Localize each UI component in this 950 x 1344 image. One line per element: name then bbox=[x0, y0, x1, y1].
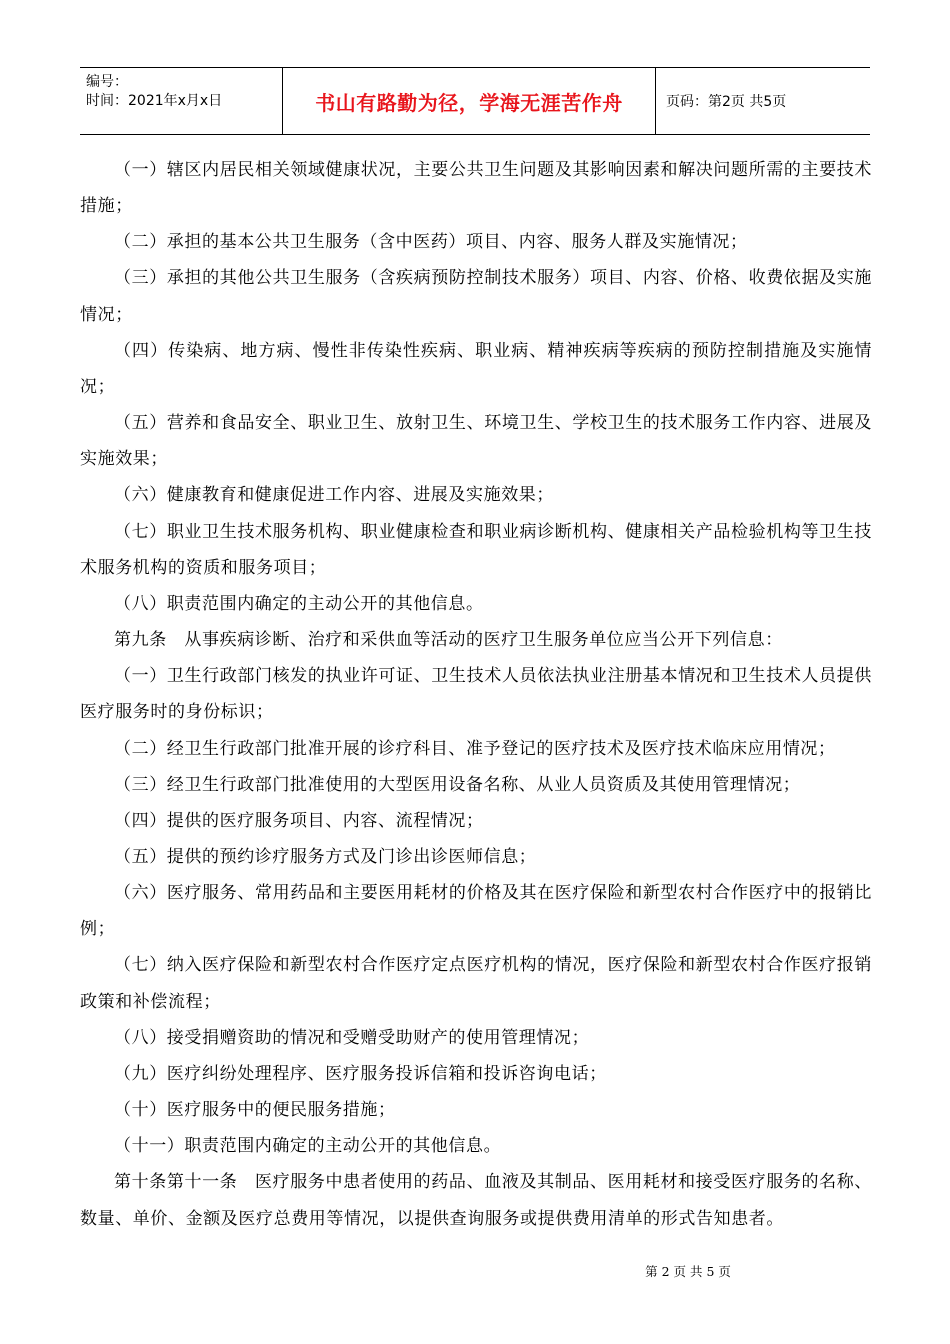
time-label: 时间：2021年x月x日 bbox=[86, 93, 223, 109]
paragraph: （十一）职责范围内确定的主动公开的其他信息。 bbox=[114, 1136, 502, 1157]
paragraph: （五）提供的预约诊疗服务方式及门诊出诊医师信息； bbox=[114, 846, 537, 867]
article-heading: 第九条 从事疾病诊断、治疗和采供血等活动的医疗卫生服务单位应当公开下列信息： bbox=[114, 630, 783, 651]
footer-page-number: 第 2 页 共 5 页 bbox=[645, 1264, 731, 1279]
paragraph: （三）经卫生行政部门批准使用的大型医用设备名称、从业人员资质及其使用管理情况； bbox=[114, 774, 801, 795]
document-body bbox=[80, 152, 872, 1237]
motto-text: 书山有路勤为径，学海无涯苦作舟 bbox=[315, 90, 623, 115]
header-motto-cell bbox=[282, 68, 656, 134]
paragraph: （四）提供的医疗服务项目、内容、流程情况； bbox=[114, 810, 484, 831]
paragraph: （十）医疗服务中的便民服务措施； bbox=[114, 1100, 396, 1121]
paragraph: （六）健康教育和健康促进工作内容、进展及实施效果； bbox=[114, 485, 554, 506]
paragraph: （四）传染病、地方病、慢性非传染性疾病、职业病、精神疾病等疾病的预防控制措施及实施情况； bbox=[80, 340, 872, 397]
paragraph: （六）医疗服务、常用药品和主要医用耗材的价格及其在医疗保险和新型农村合作医疗中的报销比例； bbox=[80, 883, 872, 940]
paragraph: （一）辖区内居民相关领域健康状况，主要公共卫生问题及其影响因素和解决问题所需的主要技术措施； bbox=[80, 160, 872, 217]
header-meta-cell bbox=[80, 68, 282, 134]
paragraph: （五）营养和食品安全、职业卫生、放射卫生、环境卫生、学校卫生的技术服务工作内容、进展及实施效果； bbox=[80, 413, 872, 470]
paragraph: （一）卫生行政部门核发的执业许可证、卫生技术人员依法执业注册基本情况和卫生技术人员提供医疗服务时的身份标识； bbox=[80, 666, 872, 723]
paragraph: （三）承担的其他公共卫生服务（含疾病预防控制技术服务）项目、内容、价格、收费依据及实施情况； bbox=[80, 268, 872, 325]
article-heading: 第十条第十一条 医疗服务中患者使用的药品、血液及其制品、医用耗材和接受医疗服务的名称、数量、单价、金额及医疗总费用等情况，以提供查询服务或提供费用清单的形式告知患者。 bbox=[80, 1172, 872, 1229]
paragraph: （七）职业卫生技术服务机构、职业健康检查和职业病诊断机构、健康相关产品检验机构等卫生技术服务机构的资质和服务项目； bbox=[80, 521, 872, 578]
paragraph: （八）接受捐赠资助的情况和受赠受助财产的使用管理情况； bbox=[114, 1027, 590, 1048]
page-footer bbox=[0, 1262, 950, 1280]
paragraph: （八）职责范围内确定的主动公开的其他信息。 bbox=[114, 593, 484, 614]
number-label: 编号： bbox=[86, 74, 128, 90]
header-page-cell bbox=[656, 68, 870, 134]
paragraph: （七）纳入医疗保险和新型农村合作医疗定点医疗机构的情况，医疗保险和新型农村合作医疗报销政策和补偿流程； bbox=[80, 955, 872, 1012]
page-code: 页码：第2页 共5页 bbox=[666, 94, 787, 110]
document-header bbox=[80, 67, 870, 135]
paragraph: （二）经卫生行政部门批准开展的诊疗科目、准予登记的医疗技术及医疗技术临床应用情况； bbox=[114, 738, 836, 759]
paragraph: （九）医疗纠纷处理程序、医疗服务投诉信箱和投诉咨询电话； bbox=[114, 1063, 607, 1084]
paragraph: （二）承担的基本公共卫生服务（含中医药）项目、内容、服务人群及实施情况； bbox=[114, 232, 748, 253]
